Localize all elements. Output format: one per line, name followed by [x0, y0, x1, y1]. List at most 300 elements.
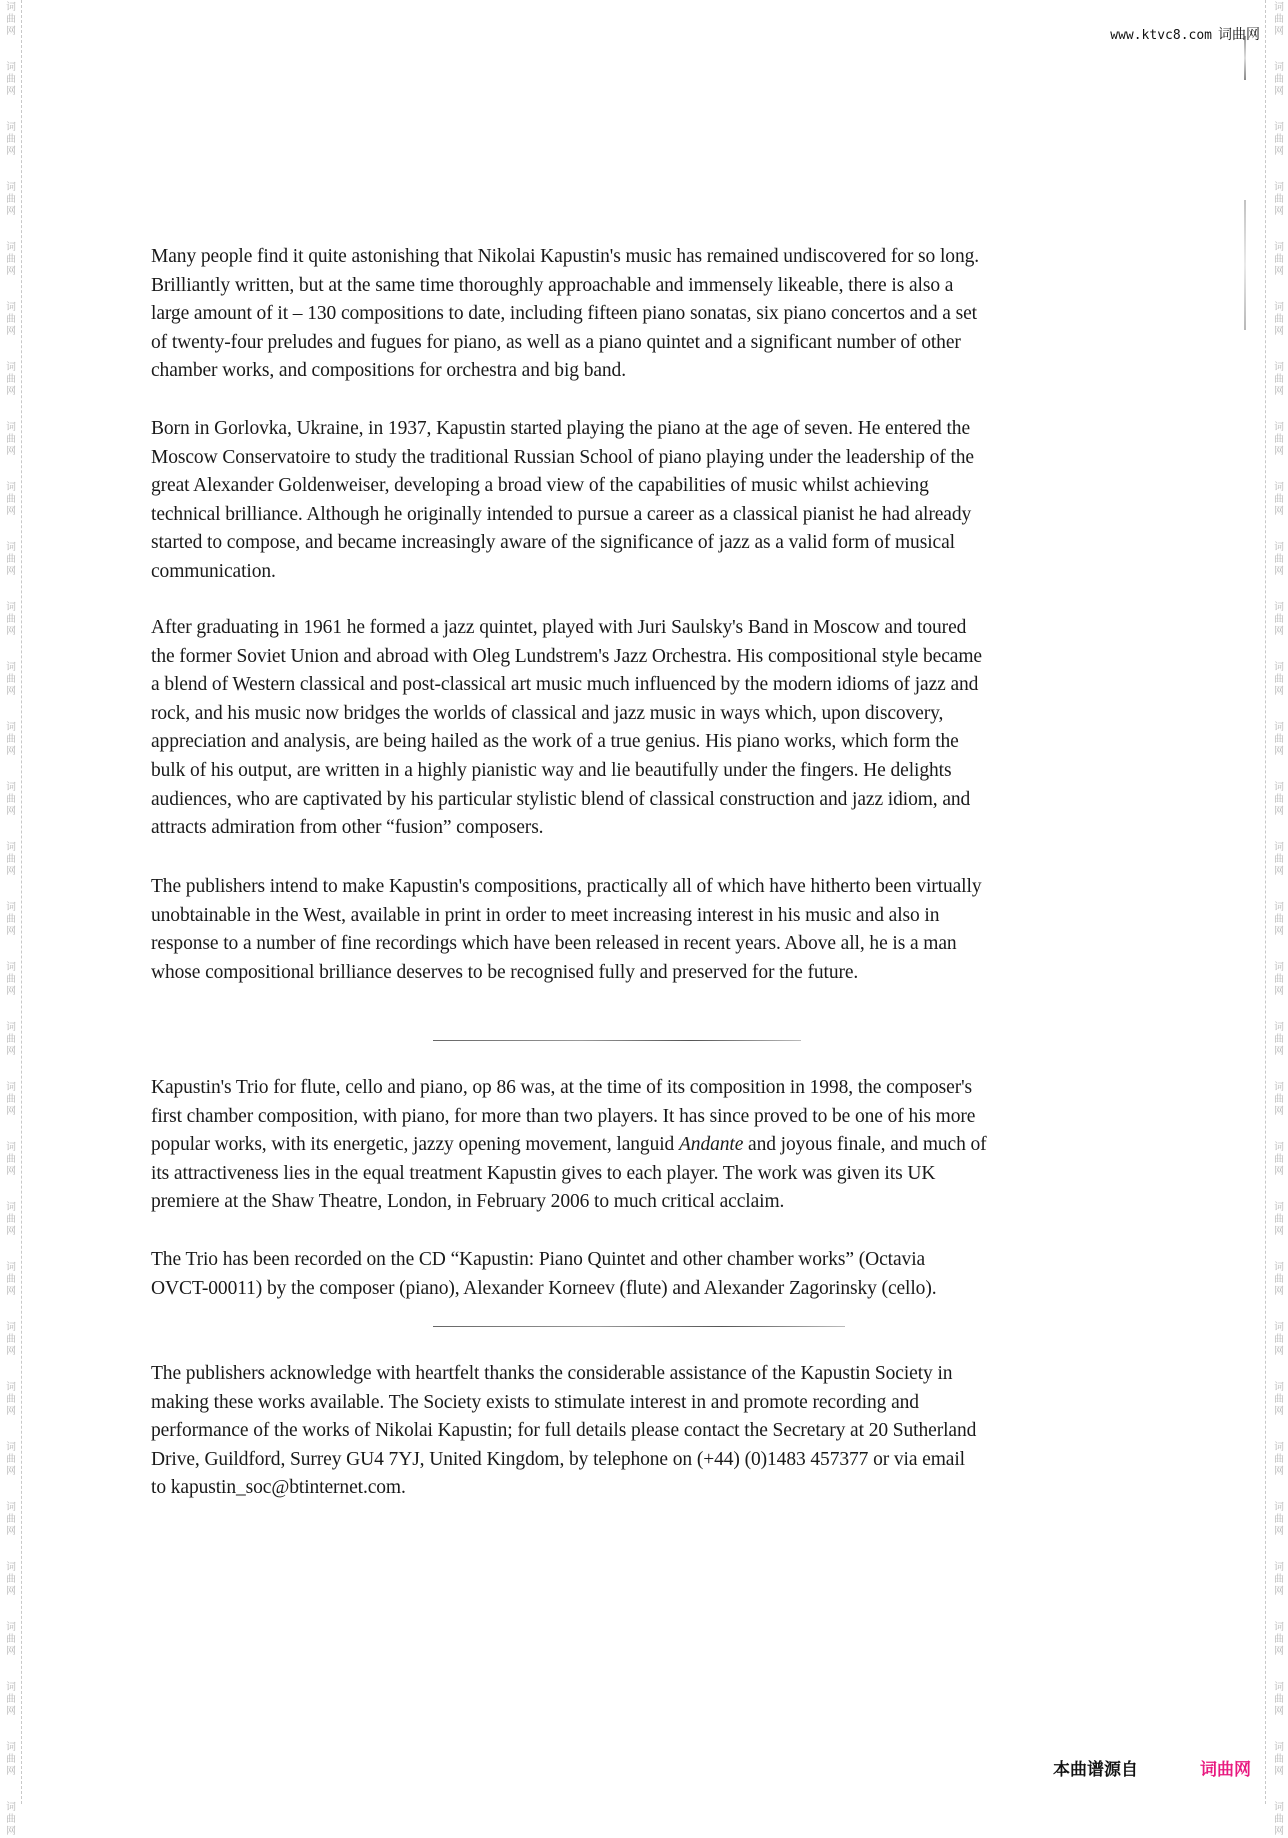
watermark-char: 曲 — [1274, 1034, 1284, 1045]
watermark-group — [1272, 722, 1286, 758]
watermark-group — [1272, 2, 1286, 38]
text-line: great Alexander Goldenweiser, developing a broad view of the capabilities of music whilst achieving — [151, 475, 929, 497]
watermark-char: 网 — [1274, 1166, 1284, 1177]
watermark-char: 词 — [6, 1322, 16, 1333]
watermark-group — [1272, 242, 1286, 278]
text-line: communication. — [151, 560, 276, 582]
watermark-char: 网 — [1274, 1286, 1284, 1297]
text-line: attracts admiration from other “fusion” composers. — [151, 817, 544, 839]
watermark-group — [4, 1802, 18, 1838]
watermark-char: 网 — [6, 1106, 16, 1117]
paragraph-intro — [151, 243, 979, 386]
watermark-char: 网 — [1274, 1766, 1284, 1777]
watermark-group — [1272, 962, 1286, 998]
watermark-char: 曲 — [6, 1394, 16, 1405]
watermark-group — [1272, 662, 1286, 698]
watermark-char: 网 — [6, 1526, 16, 1537]
watermark-char: 曲 — [6, 1094, 16, 1105]
watermark-group — [1272, 602, 1286, 638]
text-line: unobtainable in the West, available in print in order to meet increasing interest in his music and also in — [151, 904, 940, 926]
watermark-char: 词 — [1274, 1562, 1284, 1573]
watermark-char: 网 — [1274, 1466, 1284, 1477]
watermark-char: 词 — [1274, 602, 1284, 613]
watermark-char: 曲 — [6, 674, 16, 685]
watermark-char: 曲 — [1274, 194, 1284, 205]
watermark-char: 网 — [1274, 326, 1284, 337]
italic-tempo-marking: Andante — [678, 1134, 744, 1156]
watermark-char: 词 — [6, 1502, 16, 1513]
watermark-char: 网 — [6, 866, 16, 877]
paragraph-career — [151, 614, 982, 843]
watermark-char: 曲 — [1274, 914, 1284, 925]
watermark-char: 曲 — [1274, 674, 1284, 685]
watermark-char: 网 — [1274, 1406, 1284, 1417]
watermark-char: 网 — [1274, 1226, 1284, 1237]
text-line: Born in Gorlovka, Ukraine, in 1937, Kapustin started playing the piano at the age of seven. He entered the — [151, 418, 970, 439]
text-line: Moscow Conservatoire to study the traditional Russian School of piano playing under the leadership of the — [151, 446, 974, 468]
watermark-group — [4, 1502, 18, 1538]
watermark-char: 词 — [6, 482, 16, 493]
watermark-char: 网 — [1274, 566, 1284, 577]
paragraph-acknowledgement — [151, 1360, 976, 1503]
watermark-char: 网 — [6, 506, 16, 517]
text-line: premiere at the Shaw Theatre, London, in February 2006 to much critical acclaim. — [151, 1191, 785, 1213]
watermark-char: 词 — [6, 1202, 16, 1213]
text-run: popular works, with its energetic, jazzy opening movement, languid — [151, 1134, 679, 1156]
watermark-char: 网 — [6, 1586, 16, 1597]
watermark-char: 曲 — [6, 254, 16, 265]
watermark-char: 词 — [1274, 842, 1284, 853]
watermark-char: 网 — [1274, 386, 1284, 397]
watermark-char: 网 — [6, 26, 16, 37]
watermark-char: 词 — [1274, 2, 1284, 13]
watermark-group — [4, 1442, 18, 1478]
watermark-char: 词 — [6, 422, 16, 433]
watermark-char: 词 — [6, 842, 16, 853]
watermark-char: 网 — [1274, 1586, 1284, 1597]
watermark-group — [1272, 1802, 1286, 1838]
site-header — [1110, 24, 1260, 44]
watermark-char: 词 — [6, 1562, 16, 1573]
watermark-char: 网 — [1274, 146, 1284, 157]
watermark-char: 网 — [1274, 1706, 1284, 1717]
watermark-group — [1272, 1082, 1286, 1118]
text-line: performance of the works of Nikolai Kapustin; for full details please contact the Secretary at 20 Sutherland — [151, 1420, 977, 1442]
watermark-char: 曲 — [6, 854, 16, 865]
site-url: www.ktvc8.com — [1110, 28, 1212, 43]
paragraph-recording — [151, 1246, 937, 1303]
watermark-char: 曲 — [6, 554, 16, 565]
watermark-char: 曲 — [6, 494, 16, 505]
text-line: whose compositional brilliance deserves to be recognised fully and preserved for the future. — [151, 961, 859, 983]
watermark-group — [1272, 302, 1286, 338]
watermark-group — [4, 1262, 18, 1298]
watermark-char: 网 — [1274, 206, 1284, 217]
watermark-char: 曲 — [6, 1634, 16, 1645]
watermark-char: 网 — [1274, 1526, 1284, 1537]
text-line: bulk of his output, are written in a highly pianistic way and lie beautifully under the fingers. He delights — [151, 759, 952, 781]
watermark-group — [4, 782, 18, 818]
watermark-char: 网 — [6, 626, 16, 637]
watermark-group — [4, 242, 18, 278]
text-line: OVCT-00011) by the composer (piano), Alexander Korneev (flute) and Alexander Zagorinsky (cello). — [151, 1277, 937, 1299]
watermark-char: 词 — [6, 1622, 16, 1633]
paragraph-biography — [151, 415, 974, 587]
watermark-char: 网 — [6, 146, 16, 157]
watermark-group — [1272, 1142, 1286, 1178]
watermark-char: 词 — [1274, 902, 1284, 913]
text-line — [151, 1131, 987, 1160]
watermark-char: 网 — [1274, 866, 1284, 877]
watermark-char: 词 — [1274, 482, 1284, 493]
watermark-char: 曲 — [1274, 74, 1284, 85]
watermark-char: 词 — [1274, 1502, 1284, 1513]
watermark-char: 曲 — [6, 1454, 16, 1465]
watermark-char: 曲 — [1274, 1394, 1284, 1405]
watermark-char: 曲 — [1274, 1574, 1284, 1585]
text-line: Brilliantly written, but at the same time thoroughly approachable and immensely likeable, there is also a — [151, 274, 954, 296]
watermark-char: 词 — [1274, 1682, 1284, 1693]
watermark-char: 曲 — [6, 374, 16, 385]
watermark-group — [1272, 1202, 1286, 1238]
watermark-char: 网 — [6, 1766, 16, 1777]
watermark-group — [1272, 62, 1286, 98]
watermark-char: 词 — [6, 2, 16, 13]
paragraph-trio-description — [151, 1074, 987, 1217]
watermark-char: 网 — [1274, 926, 1284, 937]
watermark-char: 网 — [1274, 446, 1284, 457]
watermark-group — [1272, 782, 1286, 818]
watermark-group — [4, 542, 18, 578]
watermark-char: 曲 — [1274, 974, 1284, 985]
watermark-char: 网 — [6, 86, 16, 97]
watermark-char: 曲 — [6, 314, 16, 325]
watermark-char: 词 — [1274, 1142, 1284, 1153]
watermark-char: 曲 — [1274, 554, 1284, 565]
text-line: The Trio has been recorded on the CD “Kapustin: Piano Quintet and other chamber works” (Octavia — [151, 1249, 926, 1270]
watermark-char: 网 — [1274, 1346, 1284, 1357]
watermark-char: 词 — [1274, 182, 1284, 193]
watermark-char: 词 — [6, 1022, 16, 1033]
watermark-char: 曲 — [6, 1754, 16, 1765]
watermark-char: 词 — [6, 122, 16, 133]
watermark-char: 曲 — [6, 794, 16, 805]
text-line: to kapustin_soc@btinternet.com. — [151, 1477, 406, 1499]
watermark-group — [4, 2, 18, 38]
watermark-char: 曲 — [1274, 1214, 1284, 1225]
watermark-char: 词 — [6, 1082, 16, 1093]
watermark-char: 网 — [6, 986, 16, 997]
watermark-char: 词 — [6, 782, 16, 793]
watermark-char: 词 — [1274, 722, 1284, 733]
watermark-char: 网 — [1274, 86, 1284, 97]
text-line: response to a number of fine recordings which have been released in recent years. Above all, he is a man — [151, 933, 957, 955]
watermark-char: 网 — [6, 1286, 16, 1297]
watermark-group — [4, 122, 18, 158]
watermark-char: 曲 — [1274, 794, 1284, 805]
watermark-group — [4, 1622, 18, 1658]
left-dashed-border — [21, 0, 22, 1804]
watermark-group — [1272, 362, 1286, 398]
watermark-char: 曲 — [6, 194, 16, 205]
watermark-char: 词 — [1274, 122, 1284, 133]
paragraph-publishers-intent — [151, 873, 981, 987]
watermark-char: 曲 — [6, 134, 16, 145]
watermark-char: 词 — [1274, 1262, 1284, 1273]
watermark-char: 网 — [1274, 746, 1284, 757]
text-line: chamber works, and compositions for orchestra and big band. — [151, 360, 626, 382]
watermark-char: 网 — [6, 386, 16, 397]
watermark-char: 词 — [6, 902, 16, 913]
watermark-group — [4, 182, 18, 218]
watermark-char: 曲 — [1274, 1514, 1284, 1525]
text-line: Kapustin's Trio for flute, cello and piano, op 86 was, at the time of its composition in 1998, the composer's — [151, 1077, 972, 1098]
section-divider — [433, 1040, 801, 1041]
watermark-group — [1272, 1382, 1286, 1418]
watermark-char: 词 — [6, 1262, 16, 1273]
section-divider — [433, 1326, 845, 1327]
watermark-char: 词 — [1274, 1022, 1284, 1033]
watermark-char: 曲 — [6, 614, 16, 625]
watermark-group — [1272, 1022, 1286, 1058]
watermark-group — [4, 62, 18, 98]
watermark-char: 网 — [6, 266, 16, 277]
watermark-char: 网 — [1274, 1646, 1284, 1657]
watermark-char: 词 — [6, 1742, 16, 1753]
watermark-group — [1272, 122, 1286, 158]
text-line: technical brilliance. Although he originally intended to pursue a career as a classical pianist he had already — [151, 503, 972, 525]
watermark-char: 曲 — [1274, 254, 1284, 265]
text-line: After graduating in 1961 he formed a jazz quintet, played with Juri Saulsky's Band in Moscow and toured — [151, 617, 967, 638]
watermark-group — [1272, 842, 1286, 878]
watermark-char: 网 — [1274, 1826, 1284, 1837]
watermark-char: 曲 — [6, 734, 16, 745]
watermark-group — [1272, 1262, 1286, 1298]
watermark-char: 网 — [1274, 266, 1284, 277]
watermark-char: 网 — [6, 1406, 16, 1417]
watermark-char: 曲 — [6, 1814, 16, 1825]
text-line: the former Soviet Union and abroad with Oleg Lundstrem's Jazz Orchestra. His compositional style became — [151, 645, 982, 667]
watermark-char: 曲 — [6, 1034, 16, 1045]
watermark-char: 曲 — [1274, 1454, 1284, 1465]
watermark-char: 曲 — [6, 914, 16, 925]
watermark-char: 曲 — [6, 1274, 16, 1285]
watermark-char: 网 — [6, 446, 16, 457]
watermark-char: 曲 — [6, 974, 16, 985]
watermark-group — [4, 602, 18, 638]
text-line: Many people find it quite astonishing that Nikolai Kapustin's music has remained undiscovered for so long. — [151, 246, 980, 267]
watermark-char: 词 — [6, 662, 16, 673]
watermark-group — [4, 962, 18, 998]
watermark-char: 曲 — [1274, 374, 1284, 385]
watermark-char: 网 — [6, 1346, 16, 1357]
watermark-char: 网 — [6, 1826, 16, 1837]
watermark-group — [1272, 542, 1286, 578]
watermark-char: 网 — [6, 926, 16, 937]
watermark-group — [1272, 482, 1286, 518]
watermark-group — [1272, 422, 1286, 458]
watermark-char: 词 — [6, 1382, 16, 1393]
text-line: large amount of it – 130 compositions to date, including fifteen piano sonatas, six piano concertos and a set — [151, 303, 977, 325]
watermark-char: 网 — [1274, 26, 1284, 37]
watermark-char: 曲 — [6, 1154, 16, 1165]
text-line: of twenty-four preludes and fugues for piano, as well as a piano quintet and a significant number of other — [151, 331, 961, 353]
watermark-char: 曲 — [1274, 854, 1284, 865]
watermark-char: 词 — [6, 542, 16, 553]
watermark-char: 词 — [6, 182, 16, 193]
watermark-char: 曲 — [1274, 1274, 1284, 1285]
watermark-char: 词 — [1274, 1382, 1284, 1393]
watermark-group — [4, 362, 18, 398]
watermark-char: 曲 — [1274, 1754, 1284, 1765]
watermark-group — [4, 1022, 18, 1058]
watermark-char: 网 — [6, 206, 16, 217]
watermark-char: 词 — [1274, 782, 1284, 793]
watermark-char: 网 — [1274, 986, 1284, 997]
watermark-group — [4, 1202, 18, 1238]
watermark-group — [1272, 1502, 1286, 1538]
left-watermark-strip — [0, 0, 20, 1837]
watermark-group — [4, 1322, 18, 1358]
text-line: The publishers acknowledge with heartfelt thanks the considerable assistance of the Kapustin Society in — [151, 1363, 953, 1384]
watermark-char: 词 — [1274, 542, 1284, 553]
watermark-group — [4, 1742, 18, 1778]
watermark-group — [4, 902, 18, 938]
watermark-group — [1272, 1682, 1286, 1718]
watermark-char: 网 — [6, 1646, 16, 1657]
watermark-group — [4, 1082, 18, 1118]
watermark-group — [1272, 1562, 1286, 1598]
watermark-char: 网 — [6, 806, 16, 817]
text-line: Drive, Guildford, Surrey GU4 7YJ, United Kingdom, by telephone on (+44) (0)1483 457377 or via email — [151, 1448, 965, 1470]
watermark-char: 词 — [6, 1682, 16, 1693]
text-line: rock, and his music now bridges the worlds of classical and jazz music in ways which, upon discovery, — [151, 702, 944, 724]
watermark-char: 词 — [6, 602, 16, 613]
watermark-char: 曲 — [1274, 614, 1284, 625]
watermark-char: 词 — [6, 962, 16, 973]
watermark-char: 词 — [1274, 1322, 1284, 1333]
site-name: 词曲网 — [1218, 27, 1260, 43]
watermark-char: 网 — [1274, 686, 1284, 697]
watermark-group — [1272, 902, 1286, 938]
watermark-char: 网 — [1274, 1046, 1284, 1057]
watermark-char: 词 — [6, 1802, 16, 1813]
watermark-char: 网 — [6, 1466, 16, 1477]
watermark-char: 词 — [6, 1442, 16, 1453]
watermark-char: 曲 — [6, 434, 16, 445]
watermark-group — [4, 842, 18, 878]
watermark-group — [1272, 1442, 1286, 1478]
watermark-char: 词 — [1274, 62, 1284, 73]
right-watermark-strip — [1268, 0, 1288, 1837]
watermark-char: 词 — [6, 362, 16, 373]
watermark-char: 词 — [1274, 962, 1284, 973]
watermark-char: 词 — [1274, 1442, 1284, 1453]
watermark-char: 曲 — [1274, 734, 1284, 745]
watermark-char: 词 — [1274, 1202, 1284, 1213]
watermark-char: 曲 — [1274, 494, 1284, 505]
watermark-char: 曲 — [6, 14, 16, 25]
watermark-char: 网 — [1274, 806, 1284, 817]
text-line: first chamber composition, with piano, for more than two players. It has since proved to be one of his more — [151, 1105, 976, 1127]
watermark-group — [4, 422, 18, 458]
watermark-char: 曲 — [1274, 434, 1284, 445]
watermark-group — [1272, 1622, 1286, 1658]
watermark-char: 网 — [6, 326, 16, 337]
watermark-char: 曲 — [6, 1334, 16, 1345]
watermark-char: 曲 — [6, 1694, 16, 1705]
watermark-char: 网 — [6, 1226, 16, 1237]
watermark-char: 词 — [1274, 1082, 1284, 1093]
watermark-char: 词 — [1274, 1742, 1284, 1753]
watermark-group — [4, 482, 18, 518]
footer-source-label: 本曲谱源自 — [1053, 1760, 1138, 1780]
watermark-char: 词 — [1274, 242, 1284, 253]
watermark-char: 词 — [1274, 302, 1284, 313]
watermark-char: 曲 — [1274, 1334, 1284, 1345]
text-line: a blend of Western classical and post-classical art music much influenced by the modern idioms of jazz and — [151, 674, 979, 696]
watermark-char: 曲 — [1274, 1094, 1284, 1105]
watermark-group — [4, 1382, 18, 1418]
watermark-char: 曲 — [1274, 1154, 1284, 1165]
watermark-group — [4, 722, 18, 758]
watermark-char: 曲 — [6, 1514, 16, 1525]
watermark-char: 网 — [6, 686, 16, 697]
watermark-char: 词 — [6, 62, 16, 73]
watermark-char: 词 — [6, 1142, 16, 1153]
watermark-char: 词 — [6, 302, 16, 313]
watermark-char: 曲 — [1274, 1814, 1284, 1825]
watermark-char: 网 — [1274, 506, 1284, 517]
watermark-char: 曲 — [1274, 314, 1284, 325]
text-run: and joyous finale, and much of — [743, 1134, 987, 1156]
footer-brand-link[interactable]: 词曲网 — [1200, 1760, 1251, 1780]
text-line: audiences, who are captivated by his particular stylistic blend of classical construction and jazz idiom, and — [151, 788, 971, 810]
watermark-char: 词 — [6, 242, 16, 253]
watermark-char: 曲 — [6, 1214, 16, 1225]
scan-artifact-line — [1244, 200, 1246, 330]
watermark-char: 曲 — [6, 1574, 16, 1585]
text-line: appreciation and analysis, are being hailed as the work of a true genius. His piano works, which form the — [151, 731, 959, 753]
watermark-group — [1272, 1742, 1286, 1778]
watermark-char: 词 — [6, 722, 16, 733]
watermark-char: 词 — [1274, 422, 1284, 433]
watermark-group — [4, 662, 18, 698]
watermark-char: 曲 — [1274, 1694, 1284, 1705]
watermark-char: 词 — [1274, 1622, 1284, 1633]
watermark-char: 曲 — [1274, 134, 1284, 145]
watermark-char: 词 — [1274, 362, 1284, 373]
watermark-group — [4, 1562, 18, 1598]
watermark-char: 网 — [6, 1706, 16, 1717]
watermark-char: 曲 — [6, 74, 16, 85]
watermark-char: 网 — [1274, 1106, 1284, 1117]
watermark-char: 曲 — [1274, 1634, 1284, 1645]
watermark-char: 网 — [6, 1046, 16, 1057]
right-dashed-border — [1265, 0, 1266, 1804]
watermark-char: 网 — [6, 1166, 16, 1177]
text-line: making these works available. The Society exists to stimulate interest in and promote recording and — [151, 1391, 919, 1413]
watermark-char: 曲 — [1274, 14, 1284, 25]
watermark-char: 词 — [1274, 662, 1284, 673]
watermark-group — [4, 1142, 18, 1178]
watermark-char: 网 — [6, 566, 16, 577]
watermark-group — [4, 1682, 18, 1718]
text-line: started to compose, and became increasingly aware of the significance of jazz as a valid form of musical — [151, 532, 955, 554]
watermark-char: 网 — [1274, 626, 1284, 637]
watermark-group — [4, 302, 18, 338]
watermark-char: 网 — [6, 746, 16, 757]
